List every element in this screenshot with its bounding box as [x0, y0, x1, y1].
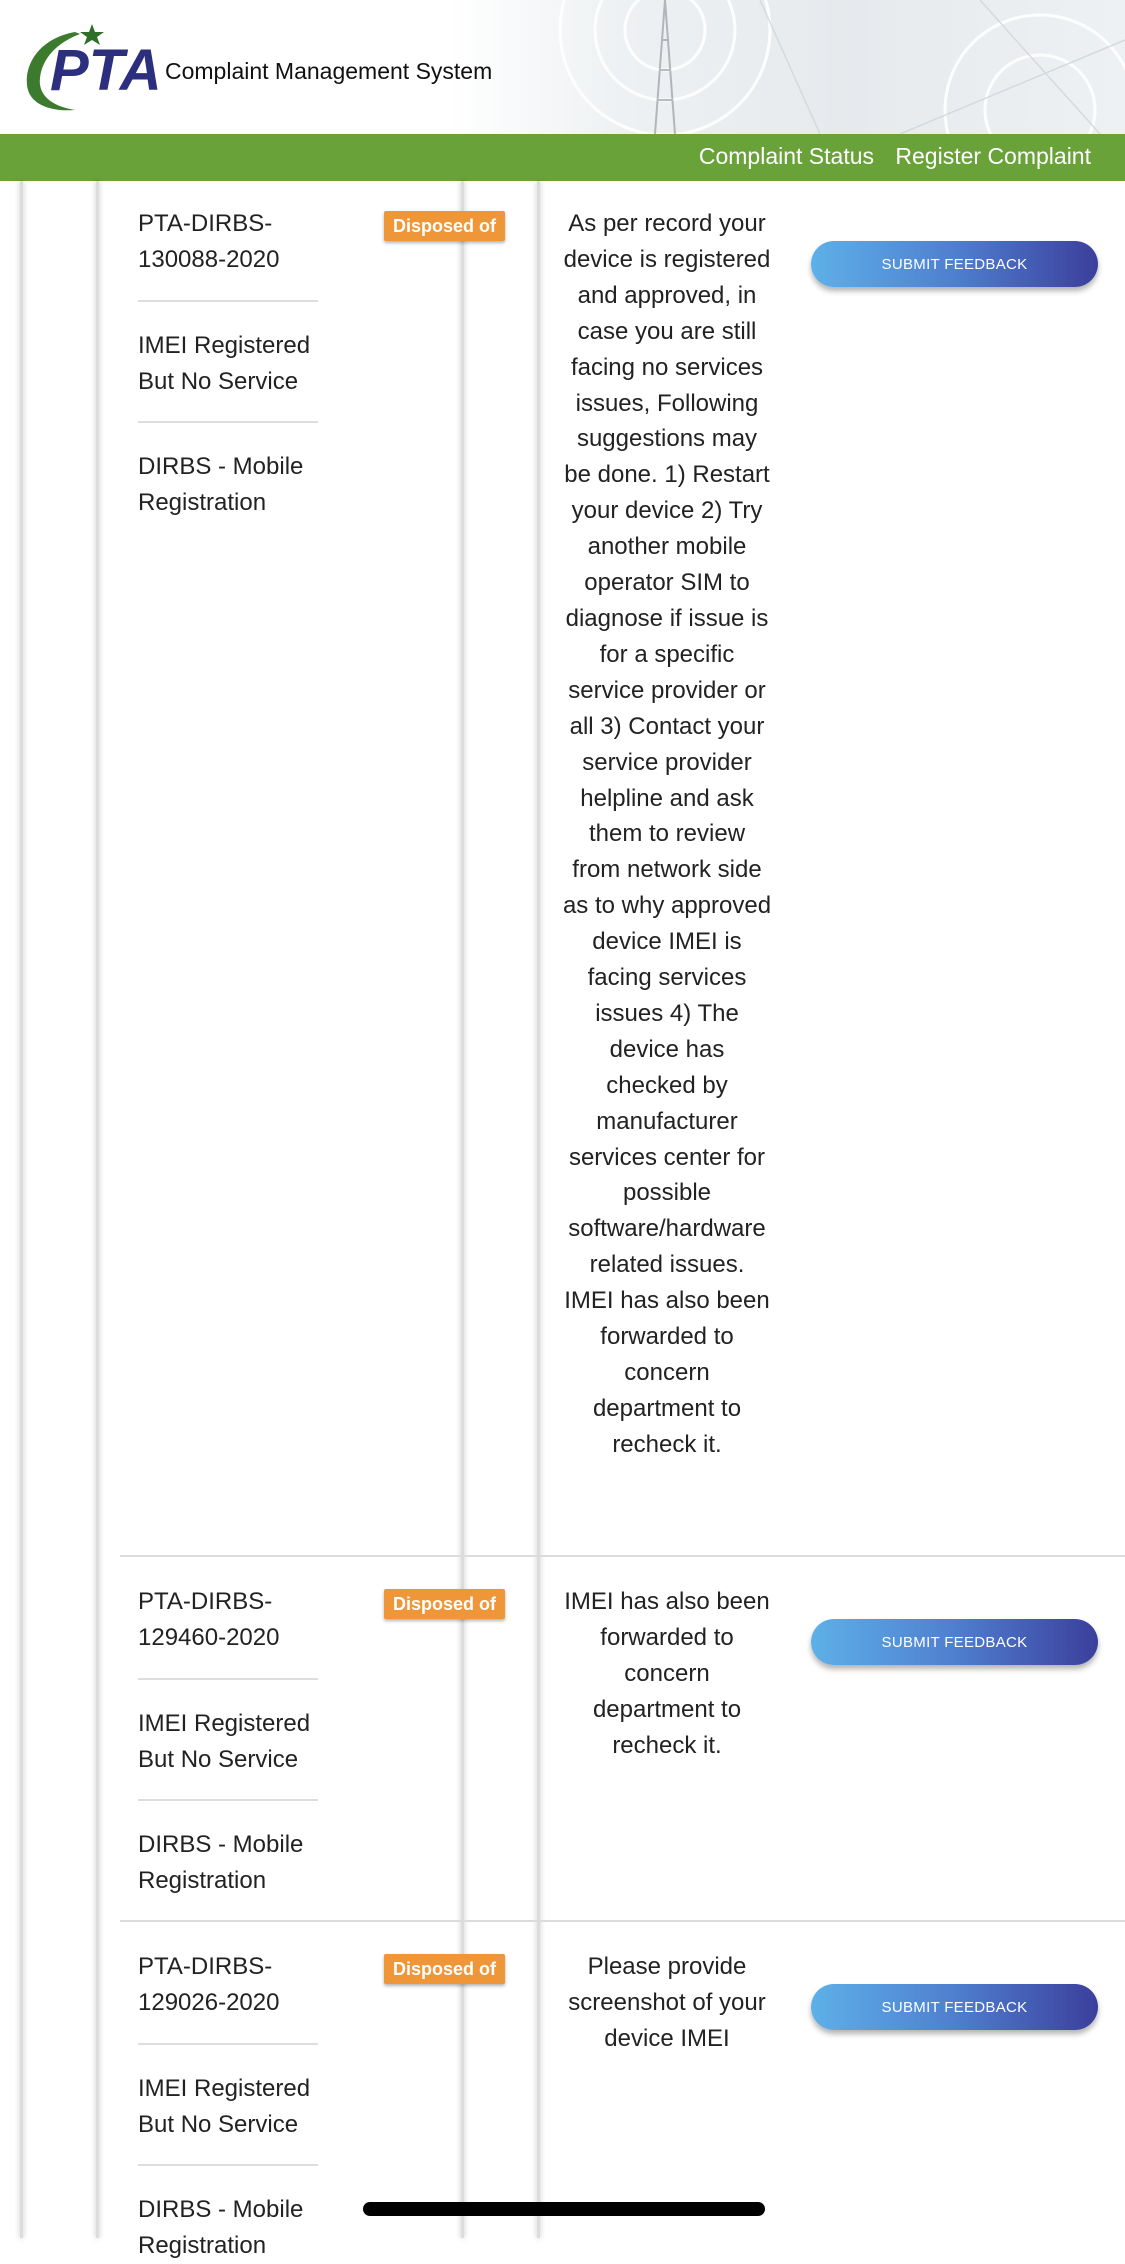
status-badge: Disposed of — [384, 1589, 505, 1619]
submit-feedback-button[interactable]: SUBMIT FEEDBACK — [811, 241, 1098, 287]
complaint-id: PTA-DIRBS-129026-2020 — [138, 1953, 280, 2016]
table-border-line — [20, 181, 23, 2238]
cell-divider — [138, 2164, 318, 2166]
row-divider — [120, 1920, 1125, 1922]
complaint-id: PTA-DIRBS-130088-2020 — [138, 210, 280, 273]
pta-logo — [20, 20, 170, 115]
complaint-category: DIRBS - Mobile Registration — [138, 453, 304, 516]
cell-divider — [138, 421, 318, 423]
home-indicator[interactable] — [363, 2202, 765, 2216]
status-badge: Disposed of — [384, 1954, 505, 1984]
complaints-table — [0, 181, 1125, 2259]
complaint-type: IMEI Registered But No Service — [138, 1710, 311, 1773]
submit-feedback-button[interactable]: SUBMIT FEEDBACK — [811, 1984, 1098, 2030]
table-border-line — [461, 181, 464, 2238]
table-border-line — [537, 181, 540, 2238]
pta-logo-text: PTA — [50, 38, 162, 103]
site-title: Complaint Management System — [165, 58, 493, 84]
complaint-category: DIRBS - Mobile Registration — [138, 2196, 304, 2259]
cell-divider — [138, 1799, 318, 1801]
cell-divider — [138, 2043, 318, 2045]
complaint-remarks: Please provide screenshot of your device IMEI — [568, 1953, 766, 2052]
cell-divider — [138, 300, 318, 302]
complaint-type: IMEI Registered But No Service — [138, 2075, 311, 2138]
nav-complaint-status[interactable]: Complaint Status — [698, 143, 874, 169]
nav-register-complaint[interactable]: Register Complaint — [895, 143, 1091, 169]
cell-divider — [138, 1678, 318, 1680]
row-divider — [120, 1555, 1125, 1557]
complaint-remarks: As per record your device is registered and approved, in case you are still facing no services issues, Following suggestions may be done. 1) Restart your device 2) Try another mobile operator SIM to diagnose if issue is for a specific service provider or all 3) Contact your service provider helpline and ask them to review from network side as to why approved device IMEI is facing services issues 4) The device has checked by manufacturer services center for possible software/hardware related issues. IMEI has also been forwarded to concern department to recheck it. — [562, 210, 772, 1458]
complaint-category: DIRBS - Mobile Registration — [138, 1831, 304, 1894]
table-border-line — [96, 181, 99, 2238]
site-header — [0, 0, 1125, 134]
complaint-remarks: IMEI has also been forwarded to concern department to recheck it. — [564, 1588, 770, 1759]
top-navigation — [0, 134, 1125, 181]
complaint-id: PTA-DIRBS-129460-2020 — [138, 1588, 280, 1651]
submit-feedback-button[interactable]: SUBMIT FEEDBACK — [811, 1619, 1098, 1665]
status-badge: Disposed of — [384, 211, 505, 241]
complaint-type: IMEI Registered But No Service — [138, 332, 311, 395]
